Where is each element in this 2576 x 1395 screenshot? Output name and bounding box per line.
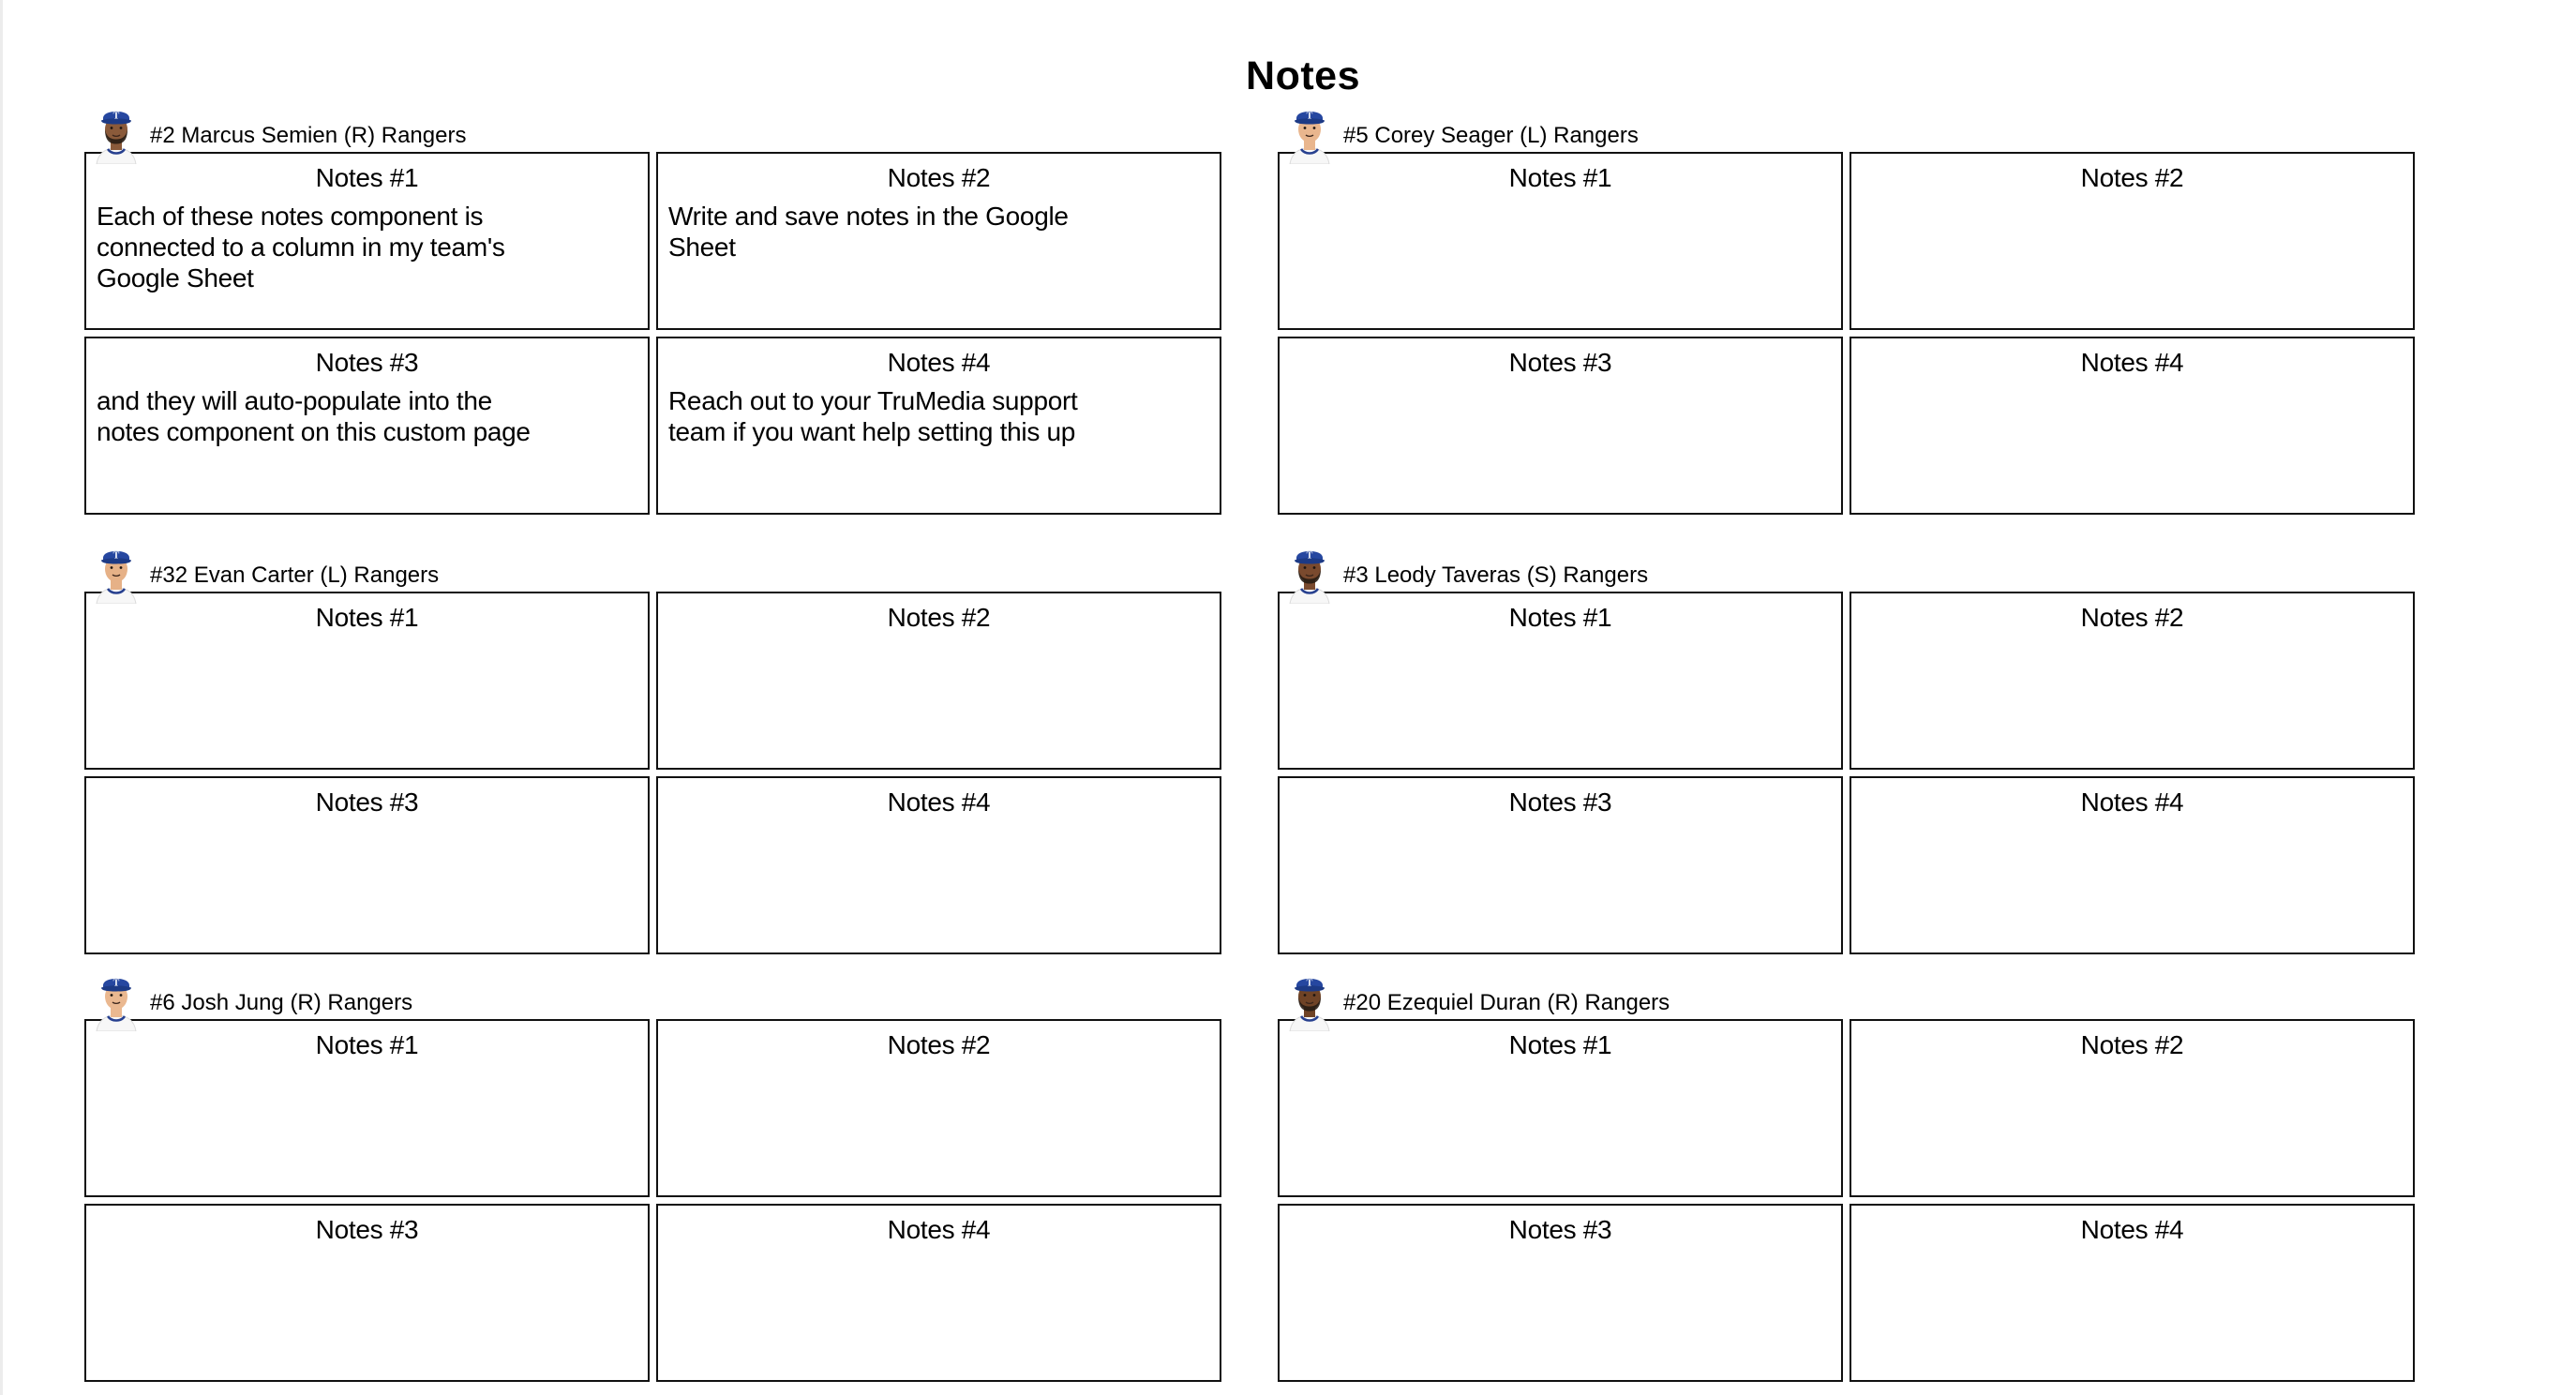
player-name: #5 Corey Seager (L) Rangers [1343,123,1639,148]
note-label: Notes #1 [1508,1030,1612,1059]
player-headshot-icon [90,546,142,604]
note-label: Notes #1 [315,603,419,632]
player-name: #3 Leody Taveras (S) Rangers [1343,562,1649,588]
note-box [84,776,650,954]
note-box [656,1204,1221,1382]
note-box [84,1019,650,1197]
player-name: #32 Evan Carter (L) Rangers [150,562,440,588]
note-label: Notes #3 [315,788,419,817]
note-box [1850,1204,2415,1382]
player-header [1278,546,2415,592]
note-box [84,152,650,330]
note-label: Notes #4 [887,1215,991,1244]
notes-grid [1278,592,2415,954]
note-text: Write and save notes in the Google Sheet [668,202,1069,262]
svg-text:T: T [112,550,120,562]
note-box [656,337,1221,515]
note-label: Notes #2 [2080,603,2184,632]
player-name: #20 Ezequiel Duran (R) Rangers [1343,990,1670,1015]
player-section [1278,546,2415,954]
player-section [84,106,1221,515]
svg-text:T: T [1306,111,1313,122]
note-label: Notes #3 [1508,1215,1612,1244]
note-label: Notes #4 [2080,1215,2184,1244]
note-box [1278,592,1843,770]
note-label: Notes #3 [1508,348,1612,377]
note-label: Notes #4 [2080,348,2184,377]
player-name: #2 Marcus Semien (R) Rangers [150,123,467,148]
svg-text:T: T [112,978,120,989]
note-box [1850,337,2415,515]
note-label: Notes #1 [1508,163,1612,192]
player-headshot-icon [1283,106,1336,164]
note-label: Notes #3 [315,348,419,377]
note-label: Notes #2 [887,1030,991,1059]
player-section [84,546,1221,954]
note-label: Notes #3 [1508,788,1612,817]
notes-grid [84,1019,1221,1382]
note-box [84,1204,650,1382]
note-label: Notes #4 [2080,788,2184,817]
svg-text:T: T [1306,550,1313,562]
player-header [84,973,1221,1019]
note-box [1850,592,2415,770]
note-box [84,592,650,770]
player-section [1278,106,2415,515]
note-text: Each of these notes component is connected to a column in my team's Google Sheet [97,202,505,292]
note-box [1850,776,2415,954]
note-label: Notes #2 [887,163,991,192]
page-title: Notes [1246,52,1360,98]
note-label: Notes #2 [2080,163,2184,192]
note-text: Reach out to your TruMedia support team if you want help setting this up [668,386,1078,446]
note-label: Notes #3 [315,1215,419,1244]
player-headshot-icon [90,973,142,1031]
player-headshot-icon [1283,973,1336,1031]
player-header [84,106,1221,152]
player-headshot-icon [1283,546,1336,604]
player-name: #6 Josh Jung (R) Rangers [150,990,413,1015]
note-box [656,592,1221,770]
note-label: Notes #1 [315,1030,419,1059]
note-label: Notes #4 [887,348,991,377]
player-header [1278,106,2415,152]
note-box [1278,337,1843,515]
notes-grid [84,592,1221,954]
note-box [656,776,1221,954]
note-box [1278,776,1843,954]
note-box [1278,1204,1843,1382]
note-label: Notes #2 [2080,1030,2184,1059]
note-text: and they will auto-populate into the notes component on this custom page [97,386,531,446]
page-left-edge-divider [0,0,3,1395]
svg-text:T: T [112,111,120,122]
player-section [1278,973,2415,1382]
note-box [1850,1019,2415,1197]
note-box [656,1019,1221,1197]
note-label: Notes #4 [887,788,991,817]
note-label: Notes #1 [1508,603,1612,632]
player-header [1278,973,2415,1019]
notes-grid [1278,152,2415,515]
note-box [656,152,1221,330]
svg-text:T: T [1306,978,1313,989]
notes-grid [1278,1019,2415,1382]
player-headshot-icon [90,106,142,164]
note-box [1278,152,1843,330]
note-box [1278,1019,1843,1197]
note-label: Notes #1 [315,163,419,192]
notes-grid [84,152,1221,515]
note-label: Notes #2 [887,603,991,632]
note-box [84,337,650,515]
note-box [1850,152,2415,330]
player-section [84,973,1221,1382]
player-header [84,546,1221,592]
